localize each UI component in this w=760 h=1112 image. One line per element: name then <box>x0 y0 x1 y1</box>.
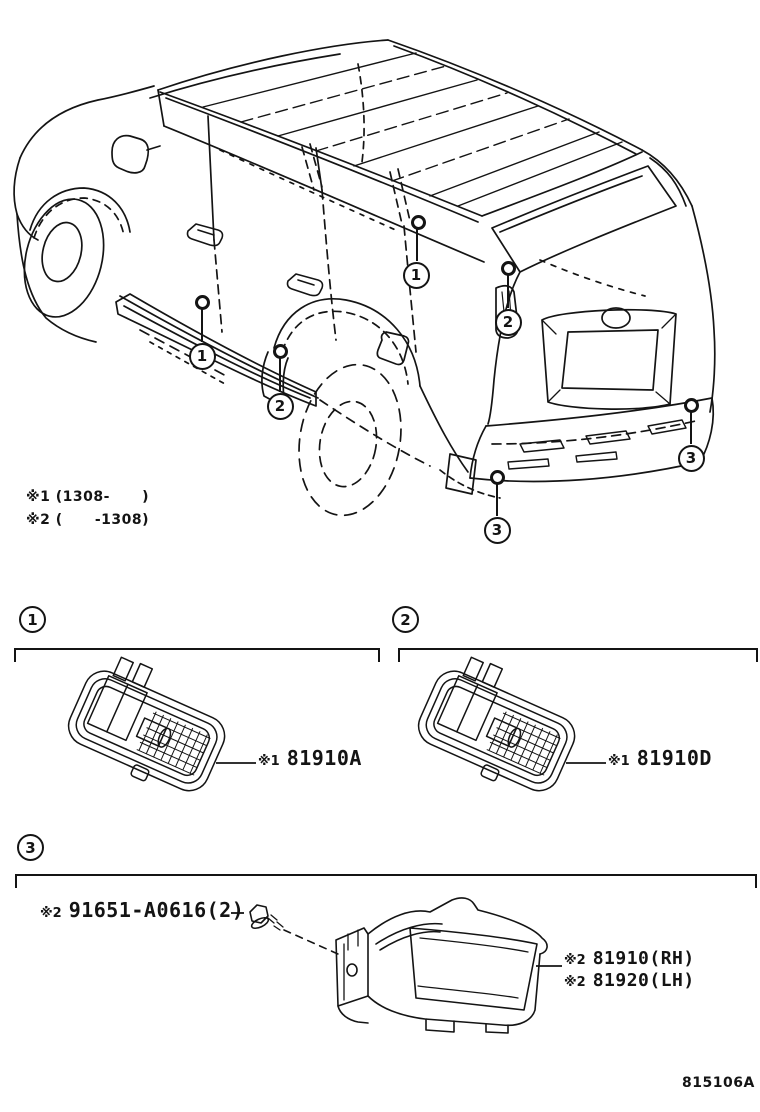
lamp-81910D-drawing <box>409 647 589 805</box>
callout-circle-3[interactable]: 3 <box>484 517 511 544</box>
part-prefix: ※2 <box>564 953 586 968</box>
part-label-81910-RH[interactable] <box>564 948 695 969</box>
part-label-81920-LH[interactable] <box>564 970 695 991</box>
callout-circle-2[interactable]: 2 <box>495 309 522 336</box>
part-number: 81910A <box>286 746 362 770</box>
screw-91651-drawing <box>250 905 283 930</box>
lamp-81910-RH-LH-drawing <box>250 898 547 1033</box>
section-1-header[interactable]: 1 <box>19 606 46 633</box>
part-label-81910D[interactable] <box>608 746 712 770</box>
note-asterisk-2: ※2 ( -1308) <box>26 512 150 528</box>
section-2-header[interactable]: 2 <box>392 606 419 633</box>
note-asterisk-1: ※1 (1308- ) <box>26 489 150 505</box>
callout-anchor-ring <box>411 215 426 230</box>
callout-circle-1[interactable]: 1 <box>403 262 430 289</box>
callout-circle-2[interactable]: 2 <box>267 393 294 420</box>
section-3-bracket <box>15 874 757 888</box>
section-3-header[interactable]: 3 <box>17 834 44 861</box>
part-prefix: ※2 <box>564 975 586 990</box>
figure-code: 815106A <box>682 1075 755 1091</box>
callout-anchor-ring <box>684 398 699 413</box>
part-number: 81910D <box>636 746 712 770</box>
part-prefix: ※1 <box>258 754 280 769</box>
callout-leader-line <box>201 309 203 342</box>
callout-anchor-ring <box>501 261 516 276</box>
callout-anchor-ring <box>195 295 210 310</box>
section-2-bracket <box>398 648 758 662</box>
callout-anchor-ring <box>273 344 288 359</box>
part-number: 81910(RH) <box>592 948 695 969</box>
section-1-bracket <box>14 648 380 662</box>
callout-leader-line <box>690 412 692 444</box>
callout-leader-line <box>507 275 509 308</box>
part-label-81910A[interactable] <box>258 746 362 770</box>
part-prefix: ※1 <box>608 754 630 769</box>
callout-leader-line <box>496 484 498 516</box>
lamp-81910A-drawing <box>59 647 239 805</box>
part-number: 91651-A0616(2) <box>68 898 245 922</box>
part-label-91651-A0616[interactable] <box>40 898 244 922</box>
callout-circle-3[interactable]: 3 <box>678 445 705 472</box>
part-number: 81920(LH) <box>592 970 695 991</box>
callout-circle-1[interactable]: 1 <box>189 343 216 370</box>
part-prefix: ※2 <box>40 906 62 921</box>
callout-leader-line <box>416 229 418 261</box>
callout-leader-line <box>279 358 281 392</box>
callout-anchor-ring <box>490 470 505 485</box>
